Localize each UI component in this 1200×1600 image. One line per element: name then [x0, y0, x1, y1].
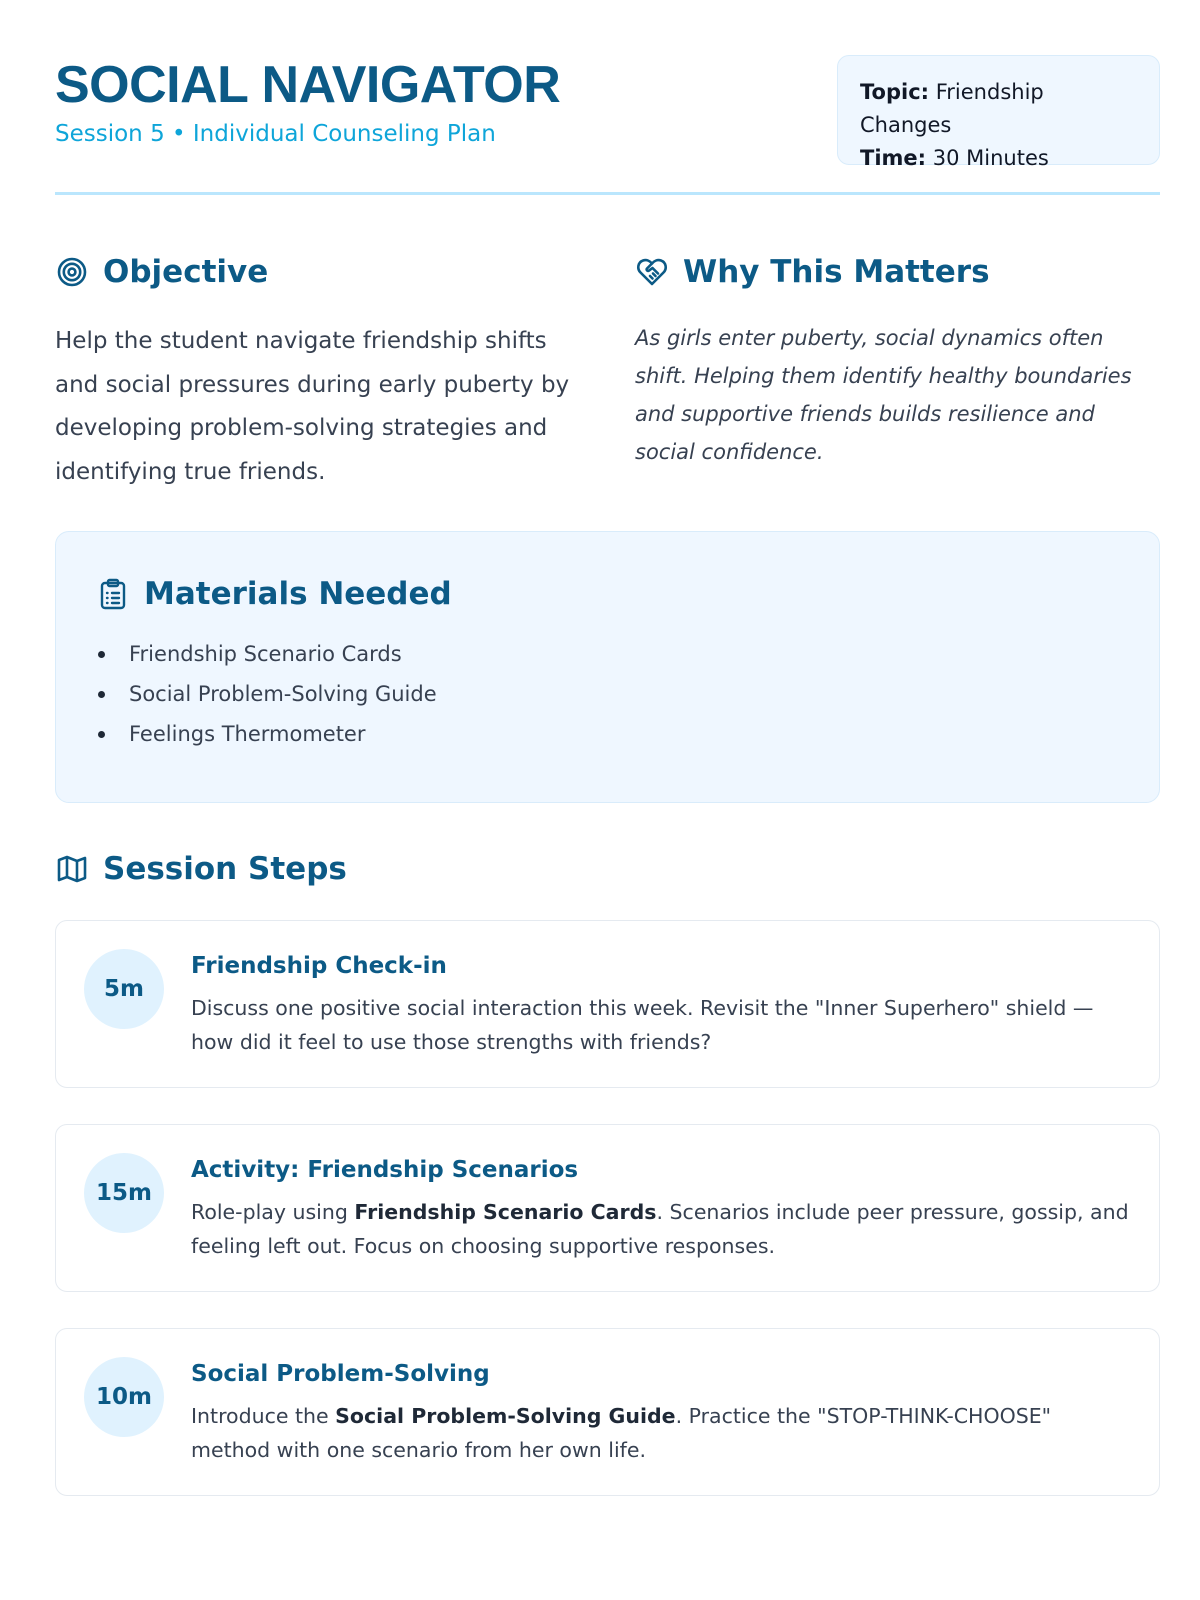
materials-item: Friendship Scenario Cards — [96, 634, 1119, 674]
session-info-box — [837, 55, 1160, 170]
topic-line — [860, 76, 1137, 142]
step-card — [55, 1328, 1160, 1496]
step-desc-bold: Friendship Scenario Cards — [354, 1200, 657, 1224]
objective-section — [55, 250, 575, 494]
step-body — [191, 1357, 1129, 1467]
page-subtitle: Session 5 • Individual Counseling Plan — [55, 121, 496, 147]
step-description — [191, 991, 1129, 1059]
step-title: Social Problem-Solving — [191, 1361, 490, 1387]
objective-title: Objective — [103, 254, 269, 290]
step-title: Friendship Check-in — [191, 953, 447, 979]
step-card — [55, 920, 1160, 1088]
topic-label: Topic: — [860, 80, 930, 104]
objective-text: Help the student navigate friendship shifts and social pressures during early puberty by developing problem-solving strategies and identifying true friends. — [55, 328, 570, 485]
step-desc-text: Role-play using — [191, 1200, 355, 1224]
duration-badge: 5m — [84, 949, 164, 1029]
materials-item: Feelings Thermometer — [96, 714, 1119, 754]
step-desc-text: . Practice the "STOP-THINK-CHOOSE" method with one scenario from her own life. — [191, 1404, 1052, 1462]
step-desc-text: . Scenarios include peer pressure, gossip, and feeling left out. Focus on choosing supportive responses. — [191, 1200, 1129, 1258]
time-value: 30 Minutes — [932, 146, 1049, 170]
step-desc-text: Discuss one positive social interaction this week. Revisit the "Inner Superhero" shield — how did it feel to use those strengths with friends? — [191, 996, 1094, 1054]
step-desc-text: Introduce the — [191, 1404, 336, 1428]
map-icon — [55, 852, 89, 886]
duration-badge: 15m — [84, 1153, 164, 1233]
duration-badge: 10m — [84, 1357, 164, 1437]
header — [55, 55, 1160, 195]
steps-list — [55, 920, 1160, 1532]
time-line — [860, 142, 1137, 175]
why-section — [635, 250, 1155, 471]
why-header — [635, 250, 1155, 294]
heart-handshake-icon — [635, 255, 669, 289]
page-title: SOCIAL NAVIGATOR — [55, 56, 561, 114]
materials-header — [96, 572, 1119, 616]
topic-value: Friendship Changes — [860, 80, 1044, 137]
materials-panel — [55, 531, 1160, 803]
time-label: Time: — [860, 146, 927, 170]
step-description — [191, 1195, 1129, 1263]
lesson-plan-page — [55, 55, 1160, 1462]
step-body — [191, 1153, 1129, 1263]
steps-title: Session Steps — [103, 851, 347, 887]
why-title: Why This Matters — [683, 254, 990, 290]
intro-columns — [55, 250, 1160, 510]
objective-header — [55, 250, 575, 294]
step-description — [191, 1399, 1129, 1467]
clipboard-list-icon — [96, 577, 130, 611]
steps-header — [55, 847, 347, 891]
step-card — [55, 1124, 1160, 1292]
materials-list — [96, 634, 1119, 754]
materials-title: Materials Needed — [144, 576, 452, 612]
materials-item: Social Problem-Solving Guide — [96, 674, 1119, 714]
step-title: Activity: Friendship Scenarios — [191, 1157, 579, 1183]
step-desc-bold: Social Problem-Solving Guide — [335, 1404, 676, 1428]
step-body — [191, 949, 1129, 1059]
target-icon — [55, 255, 89, 289]
why-text: As girls enter puberty, social dynamics often shift. Helping them identify healthy boundaries and supportive friends builds resilience and social confidence. — [635, 326, 1132, 464]
